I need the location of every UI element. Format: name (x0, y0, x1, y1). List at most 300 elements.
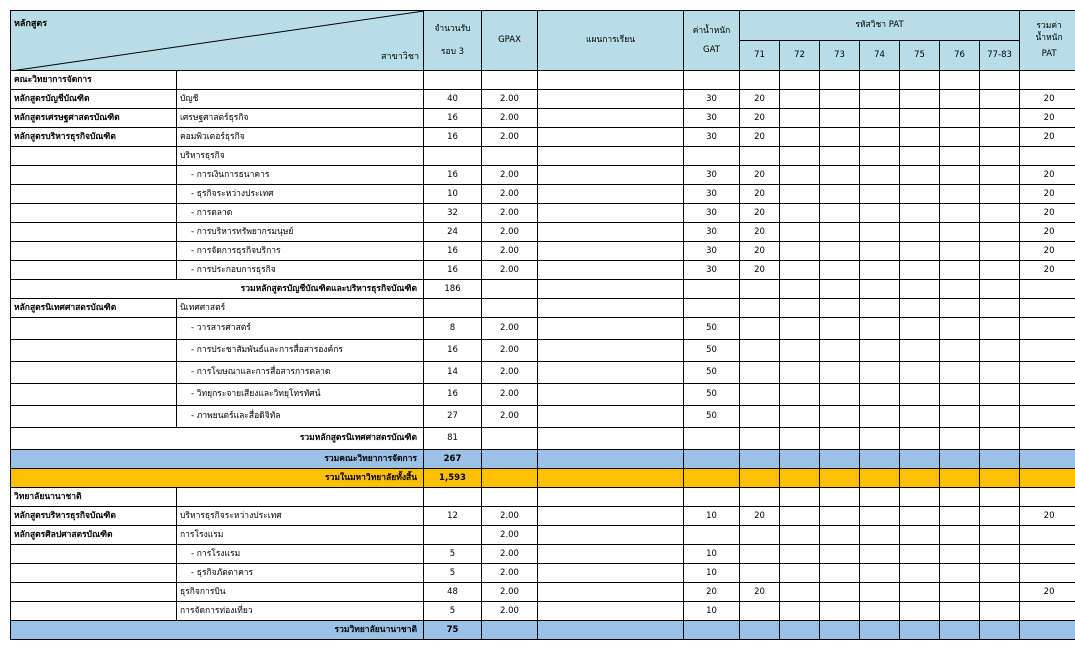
cell-pat-77-83 (980, 621, 1020, 640)
section-title: วิทยาลัยนานาชาติ (11, 488, 177, 507)
cell-major: นิเทศศาสตร์ (177, 299, 424, 318)
cell-study-plan (538, 564, 684, 583)
cell-pat-76 (940, 488, 980, 507)
cell-total-pat (1020, 450, 1075, 469)
cell-pat-73 (820, 242, 860, 261)
cell-pat-76 (940, 128, 980, 147)
table-row (11, 621, 1075, 640)
cell-pat-77-83 (980, 564, 1020, 583)
cell-gat (684, 147, 740, 166)
cell-study-plan (538, 545, 684, 564)
header-pat-75: 75 (900, 41, 940, 71)
cell-pat-76 (940, 362, 980, 384)
cell-pat-72 (780, 406, 820, 428)
cell-pat-76 (940, 602, 980, 621)
cell-pat-71 (740, 428, 780, 450)
cell-total-pat: 20 (1020, 185, 1075, 204)
cell-gat: 10 (684, 602, 740, 621)
cell-pat-74 (860, 384, 900, 406)
cell-pat-77-83 (980, 280, 1020, 299)
cell-gpax (482, 299, 538, 318)
cell-total-pat: 20 (1020, 90, 1075, 109)
cell-pat-76 (940, 109, 980, 128)
cell-pat-72 (780, 147, 820, 166)
cell-pat-74 (860, 545, 900, 564)
cell-gat: 30 (684, 261, 740, 280)
cell-major: - การจัดการธุรกิจบริการ (177, 242, 424, 261)
cell-major: - การประชาสัมพันธ์และการสื่อสารองค์กร (177, 340, 424, 362)
cell-gpax: 2.00 (482, 166, 538, 185)
cell-pat-74 (860, 318, 900, 340)
cell-pat-77-83 (980, 406, 1020, 428)
cell-gpax: 2.00 (482, 384, 538, 406)
table-row (11, 602, 1075, 621)
cell-major: - การโฆษณาและการสื่อสารการตลาด (177, 362, 424, 384)
cell-gpax (482, 450, 538, 469)
cell-pat-72 (780, 280, 820, 299)
cell-major: บริหารธุรกิจระหว่างประเทศ (177, 507, 424, 526)
cell-study-plan (538, 340, 684, 362)
cell-study-plan (538, 147, 684, 166)
cell-pat-74 (860, 602, 900, 621)
cell-pat-76 (940, 564, 980, 583)
cell-gpax (482, 71, 538, 90)
header-admit-line1: จำนวนรับ (434, 24, 471, 34)
cell-pat-72 (780, 488, 820, 507)
cell-major: - ธุรกิจภัตตาคาร (177, 564, 424, 583)
cell-pat-77-83 (980, 242, 1020, 261)
cell-pat-74 (860, 406, 900, 428)
cell-pat-71: 20 (740, 223, 780, 242)
cell-pat-73 (820, 602, 860, 621)
cell-pat-75 (900, 223, 940, 242)
cell-program (11, 242, 177, 261)
cell-pat-76 (940, 340, 980, 362)
header-pat-74: 74 (860, 41, 900, 71)
cell-study-plan (538, 261, 684, 280)
cell-pat-76 (940, 406, 980, 428)
cell-pat-77-83 (980, 450, 1020, 469)
cell-gat: 50 (684, 318, 740, 340)
subtotal-label: รวมหลักสูตรนิเทศศาสตรบัณฑิต (11, 428, 424, 450)
cell-gat: 30 (684, 128, 740, 147)
cell-pat-74 (860, 90, 900, 109)
cell-study-plan (538, 450, 684, 469)
cell-gat: 30 (684, 109, 740, 128)
table-row (11, 299, 1075, 318)
cell-pat-75 (900, 362, 940, 384)
cell-major: การโรงแรม (177, 526, 424, 545)
cell-total-pat (1020, 147, 1075, 166)
cell-pat-74 (860, 362, 900, 384)
cell-gpax: 2.00 (482, 204, 538, 223)
cell-gpax (482, 621, 538, 640)
cell-admit: 48 (424, 583, 482, 602)
header-total-line2: น้ำหนัก (1035, 32, 1063, 43)
cell-pat-72 (780, 602, 820, 621)
cell-gat: 10 (684, 507, 740, 526)
cell-program (11, 340, 177, 362)
cell-pat-76 (940, 71, 980, 90)
cell-major: บริหารธุรกิจ (177, 147, 424, 166)
cell-pat-72 (780, 185, 820, 204)
cell-study-plan (538, 128, 684, 147)
cell-study-plan (538, 223, 684, 242)
cell-total-pat (1020, 340, 1075, 362)
cell-pat-76 (940, 469, 980, 488)
cell-pat-75 (900, 204, 940, 223)
cell-pat-71 (740, 147, 780, 166)
header-pat-72: 72 (780, 41, 820, 71)
cell-program: หลักสูตรนิเทศศาสตรบัณฑิต (11, 299, 177, 318)
cell-pat-71: 20 (740, 185, 780, 204)
cell-pat-76 (940, 450, 980, 469)
cell-pat-71: 20 (740, 507, 780, 526)
cell-program (11, 147, 177, 166)
cell-gpax: 2.00 (482, 362, 538, 384)
cell-pat-72 (780, 564, 820, 583)
cell-pat-77-83 (980, 71, 1020, 90)
cell-pat-71 (740, 469, 780, 488)
cell-pat-72 (780, 469, 820, 488)
cell-gat (684, 526, 740, 545)
cell-gpax: 2.00 (482, 109, 538, 128)
cell-pat-73 (820, 280, 860, 299)
table-row (11, 384, 1075, 406)
cell-program: หลักสูตรบริหารธุรกิจบัณฑิต (11, 507, 177, 526)
table-row (11, 109, 1075, 128)
cell-study-plan (538, 166, 684, 185)
cell-pat-75 (900, 545, 940, 564)
table-row (11, 280, 1075, 299)
cell-pat-72 (780, 299, 820, 318)
cell-admit: 267 (424, 450, 482, 469)
cell-pat-71 (740, 488, 780, 507)
cell-study-plan (538, 280, 684, 299)
cell-admit: 16 (424, 261, 482, 280)
cell-pat-71: 20 (740, 166, 780, 185)
cell-pat-72 (780, 204, 820, 223)
section-title: คณะวิทยาการจัดการ (11, 71, 177, 90)
cell-pat-73 (820, 166, 860, 185)
cell-gat: 30 (684, 223, 740, 242)
cell-study-plan (538, 71, 684, 90)
cell-gpax (482, 488, 538, 507)
cell-admit: 8 (424, 318, 482, 340)
cell-gat: 30 (684, 166, 740, 185)
cell-pat-77-83 (980, 299, 1020, 318)
header-gat-line1: ค่าน้ำหนัก (692, 26, 731, 36)
cell-gpax: 2.00 (482, 583, 538, 602)
cell-pat-76 (940, 318, 980, 340)
cell-pat-75 (900, 384, 940, 406)
cell-total-pat: 20 (1020, 166, 1075, 185)
cell-pat-74 (860, 340, 900, 362)
cell-pat-74 (860, 469, 900, 488)
cell-gat (684, 621, 740, 640)
cell-pat-72 (780, 109, 820, 128)
cell-pat-72 (780, 71, 820, 90)
cell-pat-74 (860, 450, 900, 469)
cell-study-plan (538, 384, 684, 406)
diagonal-divider (11, 11, 424, 71)
cell-study-plan (538, 299, 684, 318)
cell-gpax (482, 280, 538, 299)
cell-total-pat (1020, 280, 1075, 299)
cell-pat-72 (780, 261, 820, 280)
cell-major: - วารสารศาสตร์ (177, 318, 424, 340)
cell-admit: 5 (424, 602, 482, 621)
cell-pat-77-83 (980, 128, 1020, 147)
cell-admit: 14 (424, 362, 482, 384)
cell-pat-71 (740, 340, 780, 362)
cell-pat-77-83 (980, 602, 1020, 621)
cell-pat-71 (740, 526, 780, 545)
cell-gpax: 2.00 (482, 564, 538, 583)
table-row (11, 488, 1075, 507)
cell-gat: 10 (684, 545, 740, 564)
cell-study-plan (538, 185, 684, 204)
cell-gpax: 2.00 (482, 526, 538, 545)
cell-admit: 40 (424, 90, 482, 109)
table-row (11, 406, 1075, 428)
cell-pat-72 (780, 318, 820, 340)
cell-admit (424, 147, 482, 166)
cell-major: ธุรกิจการบิน (177, 583, 424, 602)
cell-major: - ธุรกิจระหว่างประเทศ (177, 185, 424, 204)
cell-pat-73 (820, 526, 860, 545)
cell-program: หลักสูตรบริหารธุรกิจบัณฑิต (11, 128, 177, 147)
cell-pat-77-83 (980, 90, 1020, 109)
cell-total-pat (1020, 299, 1075, 318)
cell-pat-76 (940, 261, 980, 280)
cell-study-plan (538, 583, 684, 602)
cell-gat: 30 (684, 90, 740, 109)
cell-admit: 16 (424, 109, 482, 128)
cell-total-pat: 20 (1020, 583, 1075, 602)
cell-program (11, 362, 177, 384)
cell-gat: 50 (684, 406, 740, 428)
cell-pat-73 (820, 204, 860, 223)
cell-pat-74 (860, 564, 900, 583)
cell-gat (684, 280, 740, 299)
cell-pat-71: 20 (740, 109, 780, 128)
cell-pat-73 (820, 71, 860, 90)
cell-major: - การเงินการธนาคาร (177, 166, 424, 185)
cell-gat: 30 (684, 242, 740, 261)
cell-gpax: 2.00 (482, 128, 538, 147)
cell-gpax: 2.00 (482, 261, 538, 280)
cell-pat-72 (780, 340, 820, 362)
cell-pat-75 (900, 280, 940, 299)
cell-pat-74 (860, 242, 900, 261)
cell-pat-73 (820, 128, 860, 147)
cell-pat-74 (860, 223, 900, 242)
cell-pat-73 (820, 564, 860, 583)
header-major: สาขาวิชา (381, 52, 419, 62)
cell-pat-77-83 (980, 469, 1020, 488)
cell-admit: 16 (424, 340, 482, 362)
cell-pat-74 (860, 147, 900, 166)
header-gat-line2: GAT (703, 44, 720, 55)
table-row (11, 242, 1075, 261)
cell-gpax: 2.00 (482, 242, 538, 261)
cell-study-plan (538, 428, 684, 450)
cell-admit: 32 (424, 204, 482, 223)
cell-program (11, 261, 177, 280)
cell-gat: 30 (684, 204, 740, 223)
cell-pat-74 (860, 204, 900, 223)
cell-pat-71 (740, 71, 780, 90)
cell-pat-74 (860, 299, 900, 318)
cell-pat-71 (740, 299, 780, 318)
table-row (11, 469, 1075, 488)
cell-gat (684, 428, 740, 450)
cell-pat-76 (940, 204, 980, 223)
cell-total-pat (1020, 469, 1075, 488)
cell-total-pat (1020, 564, 1075, 583)
cell-study-plan (538, 469, 684, 488)
cell-pat-75 (900, 602, 940, 621)
cell-pat-73 (820, 621, 860, 640)
cell-pat-77-83 (980, 185, 1020, 204)
cell-program (11, 185, 177, 204)
subtotal-label: รวมหลักสูตรบัญชีบัณฑิตและบริหารธุรกิจบัณฑิต (11, 280, 424, 299)
cell-major (177, 71, 424, 90)
cell-pat-75 (900, 261, 940, 280)
cell-program (11, 204, 177, 223)
table-row (11, 564, 1075, 583)
cell-pat-73 (820, 261, 860, 280)
cell-program (11, 223, 177, 242)
cell-admit: 12 (424, 507, 482, 526)
table-row (11, 362, 1075, 384)
table-row (11, 450, 1075, 469)
cell-pat-77-83 (980, 384, 1020, 406)
cell-admit: 5 (424, 545, 482, 564)
cell-pat-76 (940, 526, 980, 545)
cell-pat-74 (860, 621, 900, 640)
cell-pat-71: 20 (740, 242, 780, 261)
cell-gpax: 2.00 (482, 318, 538, 340)
cell-gpax: 2.00 (482, 185, 538, 204)
cell-pat-75 (900, 242, 940, 261)
cell-pat-74 (860, 109, 900, 128)
cell-pat-71: 20 (740, 204, 780, 223)
cell-pat-75 (900, 488, 940, 507)
cell-study-plan (538, 526, 684, 545)
header-total-line3: PAT (1041, 49, 1057, 60)
cell-total-pat (1020, 545, 1075, 564)
cell-pat-74 (860, 507, 900, 526)
cell-pat-77-83 (980, 428, 1020, 450)
cell-gpax: 2.00 (482, 602, 538, 621)
cell-major: บัญชี (177, 90, 424, 109)
cell-pat-71: 20 (740, 583, 780, 602)
total-label: รวมในมหาวิทยาลัยทั้งสิ้น (11, 469, 424, 488)
cell-pat-71 (740, 602, 780, 621)
cell-pat-77-83 (980, 507, 1020, 526)
cell-total-pat: 20 (1020, 128, 1075, 147)
table-row (11, 223, 1075, 242)
cell-pat-76 (940, 384, 980, 406)
cell-pat-73 (820, 406, 860, 428)
table-row (11, 147, 1075, 166)
cell-pat-72 (780, 223, 820, 242)
cell-pat-77-83 (980, 545, 1020, 564)
cell-pat-74 (860, 71, 900, 90)
cell-pat-75 (900, 185, 940, 204)
header-study-plan: แผนการเรียน (538, 11, 684, 71)
cell-total-pat (1020, 362, 1075, 384)
header-pat-76: 76 (940, 41, 980, 71)
cell-pat-72 (780, 583, 820, 602)
cell-total-pat (1020, 406, 1075, 428)
cell-gat (684, 450, 740, 469)
cell-total-pat (1020, 428, 1075, 450)
cell-pat-74 (860, 583, 900, 602)
cell-program (11, 384, 177, 406)
cell-admit: 186 (424, 280, 482, 299)
cell-program: หลักสูตรบัญชีบัณฑิต (11, 90, 177, 109)
cell-study-plan (538, 109, 684, 128)
cell-admit: 16 (424, 128, 482, 147)
cell-pat-76 (940, 280, 980, 299)
cell-pat-74 (860, 280, 900, 299)
cell-pat-72 (780, 128, 820, 147)
cell-pat-72 (780, 621, 820, 640)
header-pat-73: 73 (820, 41, 860, 71)
table-row (11, 507, 1075, 526)
cell-pat-75 (900, 469, 940, 488)
cell-total-pat: 20 (1020, 223, 1075, 242)
cell-admit: 24 (424, 223, 482, 242)
cell-pat-73 (820, 223, 860, 242)
cell-pat-73 (820, 545, 860, 564)
cell-pat-72 (780, 384, 820, 406)
cell-admit: 1,593 (424, 469, 482, 488)
cell-pat-71: 20 (740, 128, 780, 147)
cell-gpax (482, 428, 538, 450)
header-total-line1: รวมค่า (1036, 21, 1062, 32)
cell-gpax: 2.00 (482, 223, 538, 242)
cell-admit: 27 (424, 406, 482, 428)
table-row (11, 166, 1075, 185)
cell-pat-75 (900, 406, 940, 428)
header-pat-group: รหัสวิชา PAT (740, 11, 1020, 41)
cell-pat-75 (900, 450, 940, 469)
cell-pat-73 (820, 185, 860, 204)
cell-pat-76 (940, 299, 980, 318)
cell-gpax (482, 469, 538, 488)
cell-pat-74 (860, 428, 900, 450)
cell-study-plan (538, 318, 684, 340)
cell-admit: 75 (424, 621, 482, 640)
cell-pat-71 (740, 384, 780, 406)
cell-pat-77-83 (980, 109, 1020, 128)
cell-major: - การตลาด (177, 204, 424, 223)
cell-total-pat (1020, 526, 1075, 545)
cell-pat-75 (900, 526, 940, 545)
header-admit (424, 11, 482, 71)
table-row (11, 428, 1075, 450)
cell-study-plan (538, 488, 684, 507)
cell-pat-77-83 (980, 318, 1020, 340)
cell-total-pat: 20 (1020, 507, 1075, 526)
cell-total-pat (1020, 602, 1075, 621)
cell-total-pat: 20 (1020, 204, 1075, 223)
header-admit-line2: รอบ 3 (440, 46, 465, 57)
